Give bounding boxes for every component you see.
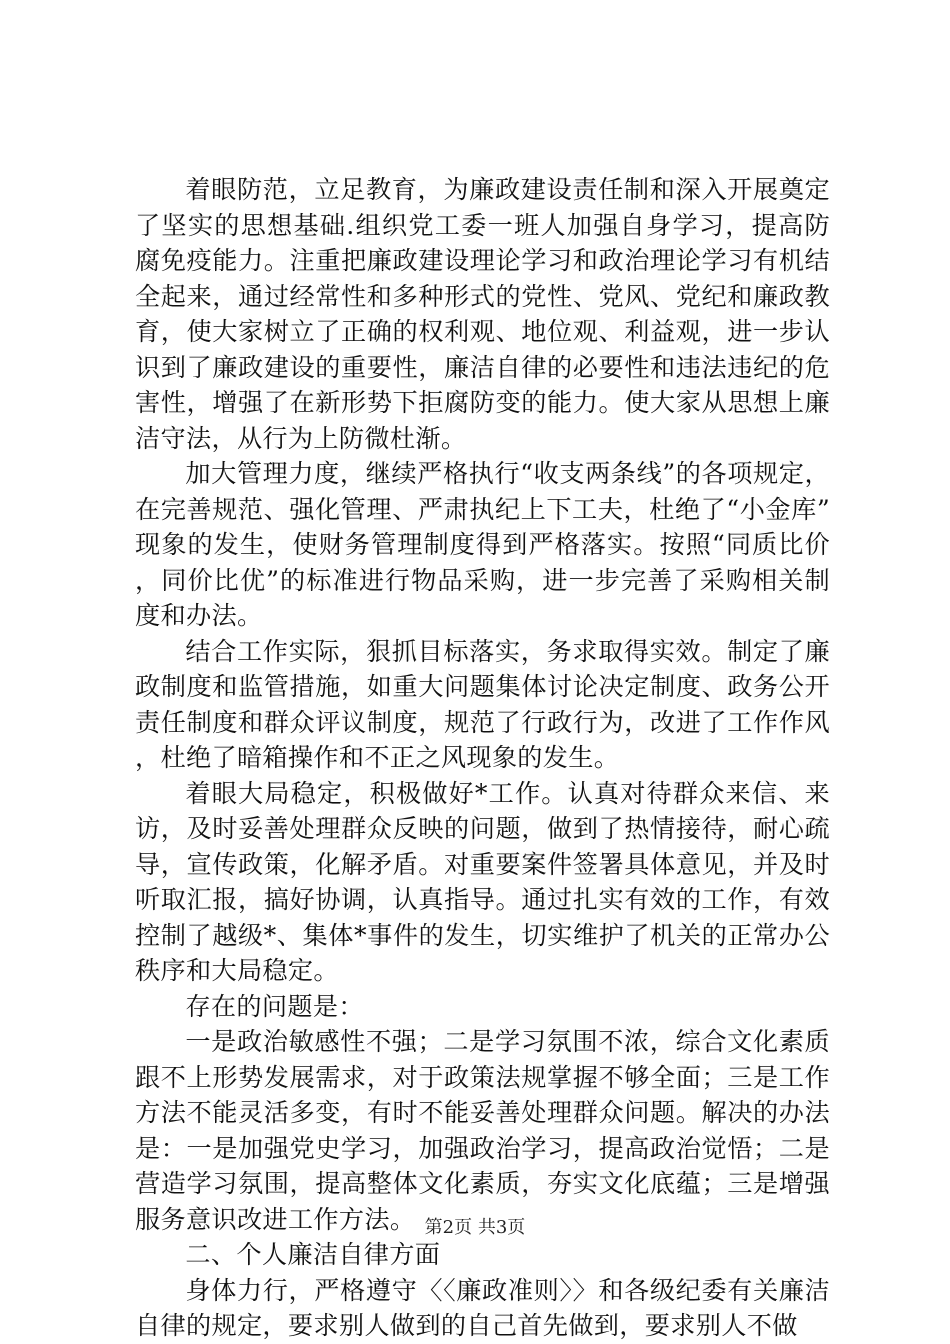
paragraph-anti-corruption-education: 着眼防范，立足教育，为廉政建设责任制和深入开展奠定了坚实的思想基础.组织党工委一班人加强自身学习，提高防腐免疫能力。注重把廉政建设理论学习和政治理论学习有机结全起来，通过经常性和多种形式的党性、党风、党纪和廉政教育，使大家树立了正确的权利观、地位观、利益观，进一步认识到了廉政建设的重要性，廉洁自律的必要性和违法违纪的危害性，增强了在新形势下拒腐防变的能力。使大家从思想上廉洁守法，从行为上防微杜渐。 [135,175,830,453]
paragraph-stability: 着眼大局稳定，积极做好*工作。认真对待群众来信、来访，及时妥善处理群众反映的问题，做到了热情接待，耐心疏导，宣传政策，化解矛盾。对重要案件签署具体意见，并及时听取汇报，搞好协调，认真指导。通过扎实有效的工作，有效控制了越级*、集体*事件的发生，切实维护了机关的正常办公秩序和大局稳定。 [135,778,830,985]
paragraph-management: 加大管理力度，继续严格执行“收支两条线”的各项规定，在完善规范、强化管理、严肃执纪上下工夫，杜绝了“小金库”现象的发生，使财务管理制度得到严格落实。按照“同质比价，同价比优”的标准进行物品采购，进一步完善了采购相关制度和办法。 [135,459,830,630]
paragraph-problems-and-solutions: 一是政治敏感性不强；二是学习氛围不浓，综合文化素质跟不上形势发展需求，对于政策法规掌握不够全面；三是工作方法不能灵活多变，有时不能妥善处理群众问题。解决的办法是：一是加强党史学习，加强政治学习，提高政治觉悟；二是营造学习氛围，提高整体文化素质，夯实文化底蕴；三是增强服务意识改进工作方法。 [135,1027,830,1234]
section-heading-personal-integrity: 二、个人廉洁自律方面 [185,1240,441,1269]
paragraph-problems-heading: 存在的问题是： [185,991,364,1021]
page-footer: 第2页 共3页 [424,1217,526,1238]
paragraph-personal-integrity: 身体力行，严格遵守〈〈廉政准则〉〉和各级纪委有关廉洁自律的规定，要求别人做到的自己首先做到，要求别人不做 [135,1275,830,1340]
paragraph-work-practice: 结合工作实际，狠抓目标落实，务求取得实效。制定了廉政制度和监管措施，如重大问题集体讨论决定制度、政务公开责任制度和群众评议制度，规范了行政行为，改进了工作作风，杜绝了暗箱操作和不正之风现象的发生。 [135,636,830,772]
document-body [135,172,830,1344]
